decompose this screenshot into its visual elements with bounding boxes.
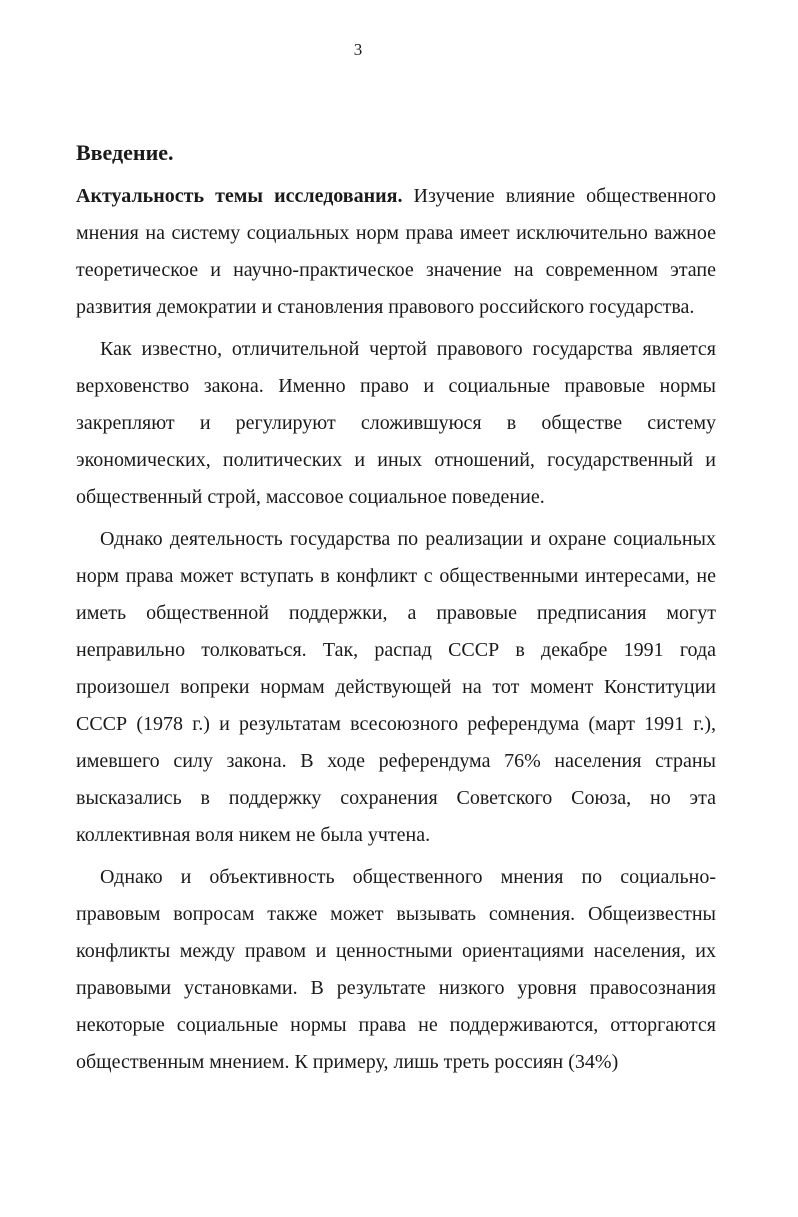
paragraph-text: Изучение влияние общественного мнения на систему социальных норм права имеет исключительно важное теоретическое и научно-практическое значение на современном этапе развития демократии и становления правового российского государства. bbox=[76, 185, 717, 318]
section-heading: Введение. bbox=[76, 140, 174, 165]
paragraph-lead: Актуальность темы исследования. bbox=[76, 185, 403, 207]
document-body bbox=[76, 138, 716, 1086]
paragraph: Однако деятельность государства по реализации и охране социальных норм права может вступать в конфликт с общественными интересами, не иметь общественной поддержки, а правовые предписания могут неправильно толковаться. Так, распад СССР в декабре 1991 года произошел вопреки нормам действующей на тот момент Конституции СССР (1978 г.) и результатам всесоюзного референдума (март 1991 г.), имевшего силу закона. В ходе референдума 76% населения страны высказались в поддержку сохранения Советского Союза, но эта коллективная воля никем не была учтена. bbox=[76, 528, 716, 846]
page-number: 3 bbox=[353, 40, 363, 59]
paragraph-relevance bbox=[76, 178, 716, 326]
paragraph: Как известно, отличительной чертой правового государства является верховенство закона. Именно право и социальные правовые нормы закрепляют и регулируют сложившуюся в обществе систему экономических, политических и иных отношений, государственный и общественный строй, массовое социальное поведение. bbox=[76, 338, 716, 508]
paragraph: Однако и объективность общественного мнения по социально-правовым вопросам также может вызывать сомнения. Общеизвестны конфликты между правом и ценностными ориентациями населения, их правовыми установками. В результате низкого уровня правосознания некоторые социальные нормы права не поддерживаются, отторгаются общественным мнением. К примеру, лишь треть россиян (34%) bbox=[76, 866, 716, 1073]
